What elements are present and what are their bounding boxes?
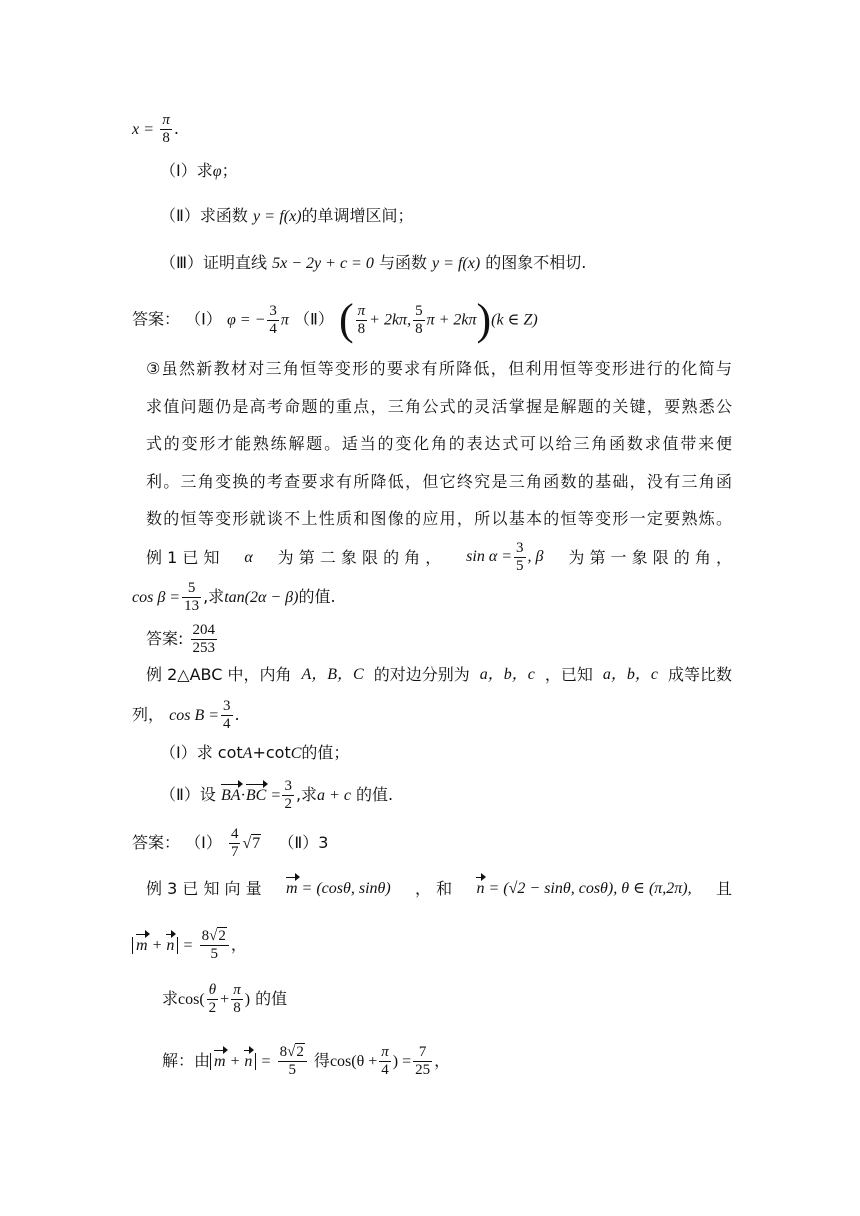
- line-x-equals-pi-over-8: x = $\frac{\pi}{8}$ .: [132, 112, 179, 146]
- left-paren: (: [338, 295, 354, 344]
- example-2-line-1: 例 2△ABC 中，内角 A，B，C 的对边分别为 a，b，c ，已知 a，b，c 成等比数: [146, 665, 732, 684]
- question-part-3: （Ⅲ）证明直线 5x − 2y + c = 0 与函数 y = f(x) 的图象不相切.: [160, 253, 587, 272]
- example-2-line-2: 列， cos B = $\frac{3}{4}$ .: [132, 698, 240, 732]
- example-1-line-2: cos β = $\frac{5}{13}$ ,求tan(2α − β)的值.: [132, 580, 336, 614]
- question-part-1: （Ⅰ）求φ；: [160, 161, 238, 180]
- example-3-line-3: 求cos( $\frac{\theta}{2}$ + $\frac{\pi}{8}$ ) 的值: [162, 982, 288, 1016]
- paragraph-line-5: 数的恒等变形就谈不上性质和图像的应用，所以基本的恒等变形一定要熟炼。: [146, 509, 732, 528]
- paragraph-line-1: ③虽然新教材对三角恒等变形的要求有所降低，但利用恒等变形进行的化简与: [146, 359, 732, 378]
- example-2-answer: 答案： （Ⅰ） $\frac{4}{7}$ √7 （Ⅱ）3: [132, 826, 329, 860]
- paragraph-line-2: 求值问题仍是高考命题的重点，三角公式的灵活掌握是解题的关键，要熟悉公: [146, 397, 732, 416]
- example-2-part-2: （Ⅱ）设 BA·BC = $\frac{3}{2}$ ,求a + c 的值.: [160, 778, 394, 812]
- fraction-204-253: $\frac{204}{253}$: [192, 622, 215, 656]
- fraction-3-4: $\frac{3}{4}$: [269, 302, 277, 337]
- vector-ba: BA: [221, 785, 241, 807]
- right-paren: ): [476, 295, 492, 344]
- paragraph-line-4: 利。三角变换的考查要求有所降低，但它终究是三角函数的基础，没有三角函: [146, 472, 732, 491]
- vector-m: m: [286, 878, 298, 900]
- fraction-pi-8: $\frac{\pi}{8}$: [162, 112, 170, 146]
- answer-line-1: 答案： （Ⅰ） φ = − $\frac{3}{4}$ π （Ⅱ） ( $\frac{\pi}{8}$ + 2kπ, $\frac{5}{8}$ π + 2kπ)(k ∈ Z): [132, 295, 538, 344]
- example-3-solution: 解：由 m + n = $\frac{8√2}{5}$ 得cos(θ + $\frac{\pi}{4}$ ) = $\frac{7}{25}$ ，: [162, 1044, 451, 1078]
- vector-n: n: [476, 878, 484, 900]
- example-1-line-1: 例 1 已 知 α 为 第 二 象 限 的 角 ， sin α = $\frac{3}{5}$ , β 为 第 一 象 限 的 角 ，: [146, 540, 732, 574]
- paragraph-line-3: 式的变形才能熟练解题。适当的变化角的表达式可以给三角函数求值带来便: [146, 434, 732, 453]
- question-part-2: （Ⅱ）求函数 y = f(x)的单调增区间；: [160, 206, 414, 225]
- var-x: x: [132, 121, 140, 138]
- abs-m-plus-n: m + n: [132, 937, 178, 954]
- example-2-part-1: （Ⅰ）求 cotA+cotC的值；: [160, 743, 350, 762]
- example-3-line-1: 例 3 已 知 向 量 m = (cosθ, sinθ) ， 和 n = (√2 − sinθ, cosθ), θ ∈ (π,2π), 且: [146, 879, 732, 898]
- example-1-answer: 答案: $\frac{204}{253}$: [146, 622, 215, 656]
- example-3-line-2: m + n = $\frac{8√2}{5}$ ，: [132, 928, 247, 963]
- vector-bc: BC: [246, 785, 266, 807]
- equals-sign: =: [144, 121, 154, 138]
